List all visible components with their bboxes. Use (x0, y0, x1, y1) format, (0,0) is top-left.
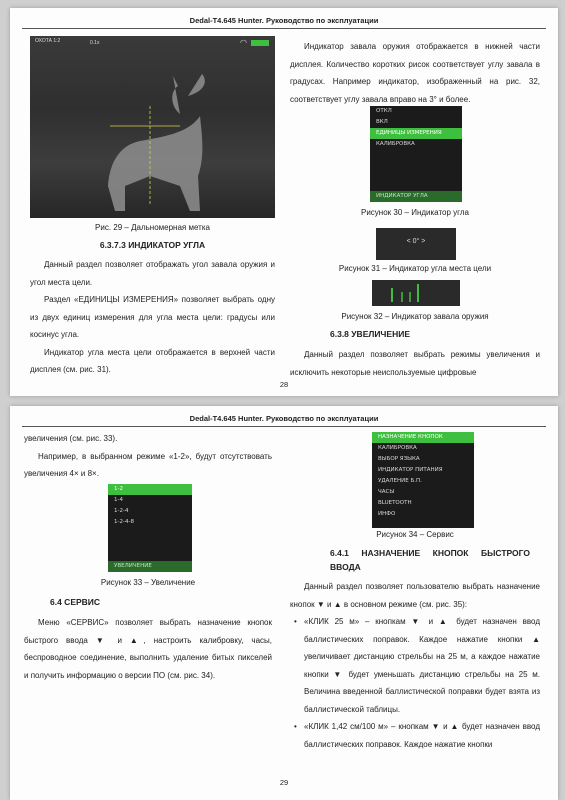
cant-ticks (372, 280, 460, 306)
menu-item: ВКЛ (376, 119, 388, 125)
zoom-menu (108, 484, 192, 572)
paragraph: Данный раздел позволяет отображать угол завала оружия и угол места цели. (30, 260, 275, 287)
bullet-list (290, 613, 540, 753)
section-64-heading: 6.4 СЕРВИС (50, 597, 101, 607)
fig31-caption: Рисунок 31 – Индикатор угла места цели (338, 264, 492, 273)
menu-footer: ИНДИКАТОР УГЛА (370, 191, 462, 202)
page-number: 29 (279, 778, 289, 787)
paragraph: Индикатор угла места цели отображается в верхней части дисплея (см. рис. 31). (30, 347, 275, 374)
hud-mid: 0.1х (90, 40, 100, 46)
paragraph: увеличения (см. рис. 33). (24, 434, 118, 443)
page-28 (10, 8, 558, 396)
menu-item-selected: ЕДИНИЦЫ ИЗМЕРЕНИЯ (370, 128, 462, 139)
menu-item-selected: 1-2 (108, 484, 192, 495)
menu-item: ЧАСЫ (378, 489, 395, 495)
page-header: Dedal-T4.645 Hunter. Руководство по эксплуатации (189, 414, 379, 423)
left-column-p29 (24, 430, 272, 483)
section-641-heading: 6.4.1 НАЗНАЧЕНИЕ КНОПОК БЫСТРОГО ВВОДА (330, 548, 530, 572)
angle-indicator-menu (370, 106, 462, 202)
paragraph: Данный раздел позволяет выбрать режимы увеличения и исключить некоторые неиспользуемые цифровые (290, 350, 540, 377)
menu-item: КАЛИБРОВКА (376, 141, 415, 147)
menu-item: УДАЛЕНИЕ Б.П. (378, 478, 422, 484)
page-29 (10, 406, 558, 800)
menu-item: КАЛИБРОВКА (378, 445, 417, 451)
menu-item: BLUETOOTH (378, 500, 412, 506)
fig34-caption: Рисунок 34 – Сервис (376, 530, 454, 539)
paragraph: Данный раздел позволяет пользователю выбрать назначение кнопок ▼ и ▲ в основном режиме (см. рис. 35): (290, 582, 540, 609)
menu-item: ВЫБОР ЯЗЫКА (378, 456, 420, 462)
menu-item: ОТКЛ (376, 108, 392, 114)
header-rule (22, 426, 546, 427)
paragraph: Раздел «ЕДИНИЦЫ ИЗМЕРЕНИЯ» позволяет выбрать одну из двух единиц измерения для угла места цели: градусы или косинус угла. (30, 295, 275, 339)
right-column-p28-bottom (290, 346, 540, 381)
service-menu (372, 432, 474, 528)
page-header: Dedal-T4.645 Hunter. Руководство по эксплуатации (189, 16, 379, 25)
bullet-item: • «КЛИК 25 м» – кнопкам ▼ и ▲ будет назначен ввод баллистических поправок. Каждое нажатие кнопки ▲ увеличивает дистанцию стрельбы на 25 м, а каждое нажатие кнопки ▼ будет уменьшать дистанцию стрельбы на 25 м. Величина введенной баллистической поправки будет взята из баллистической таблицы. (304, 613, 540, 718)
menu-item: ИНФО (378, 511, 396, 517)
section-638-heading: 6.3.8 УВЕЛИЧЕНИЕ (330, 329, 410, 339)
right-column-p29 (290, 578, 540, 753)
fig29-caption: Рис. 29 – Дальномерная метка (95, 223, 210, 232)
wifi-icon: ◠ (240, 38, 247, 47)
menu-item: 1-2-4 (114, 508, 129, 514)
header-rule (22, 28, 546, 29)
fig30-caption: Рисунок 30 – Индикатор угла (361, 208, 469, 217)
fig33-caption: Рисунок 33 – Увеличение (100, 578, 196, 587)
cant-indicator-image (372, 280, 460, 306)
elevation-indicator-image (376, 228, 456, 260)
bullet-item: • «КЛИК 1,42 см/100 м» – кнопкам ▼ и ▲ будет назначен ввод баллистических поправок. Каждое нажатие кнопки (304, 718, 540, 753)
deer-silhouette (30, 36, 275, 218)
hud-top-left: ОХОТА 1:2 (35, 38, 61, 44)
menu-item-selected: НАЗНАЧЕНИЕ КНОПОК (372, 432, 474, 443)
rangefinder-image (30, 36, 275, 218)
menu-item: 1-2-4-8 (114, 519, 134, 525)
elevation-value: < 0° > (406, 238, 426, 245)
fig32-caption: Рисунок 32 – Индикатор завала оружия (341, 312, 489, 321)
left-column-p28 (30, 256, 275, 379)
menu-item: ИНДИКАТОР ПИТАНИЯ (378, 467, 443, 473)
paragraph: Индикатор завала оружия отображается в нижней части дисплея. Количество коротких рисок соответствует углу завала в градусах. Например индикатор, изображенный на рис. 32, соответствует углу завала вправо на 3° и более. (290, 42, 540, 104)
menu-item: 1-4 (114, 497, 123, 503)
page-number: 28 (279, 380, 289, 389)
menu-footer: УВЕЛИЧЕНИЕ (108, 561, 192, 572)
paragraph: Например, в выбранном режиме «1-2», будут отсутствовать увеличения 4× и 8×. (24, 451, 272, 478)
right-column-p28 (290, 38, 540, 108)
paragraph: Меню «СЕРВИС» позволяет выбрать назначение кнопок быстрого ввода ▼ и ▲, настроить калибровку, часы, беспроводное соединение, выполнить удаление битых пикселей и получить информацию о версии ПО (см. рис. 34). (24, 618, 272, 680)
service-paragraph (24, 614, 272, 684)
section-6373-heading: 6.3.7.3 ИНДИКАТОР УГЛА (99, 240, 206, 250)
